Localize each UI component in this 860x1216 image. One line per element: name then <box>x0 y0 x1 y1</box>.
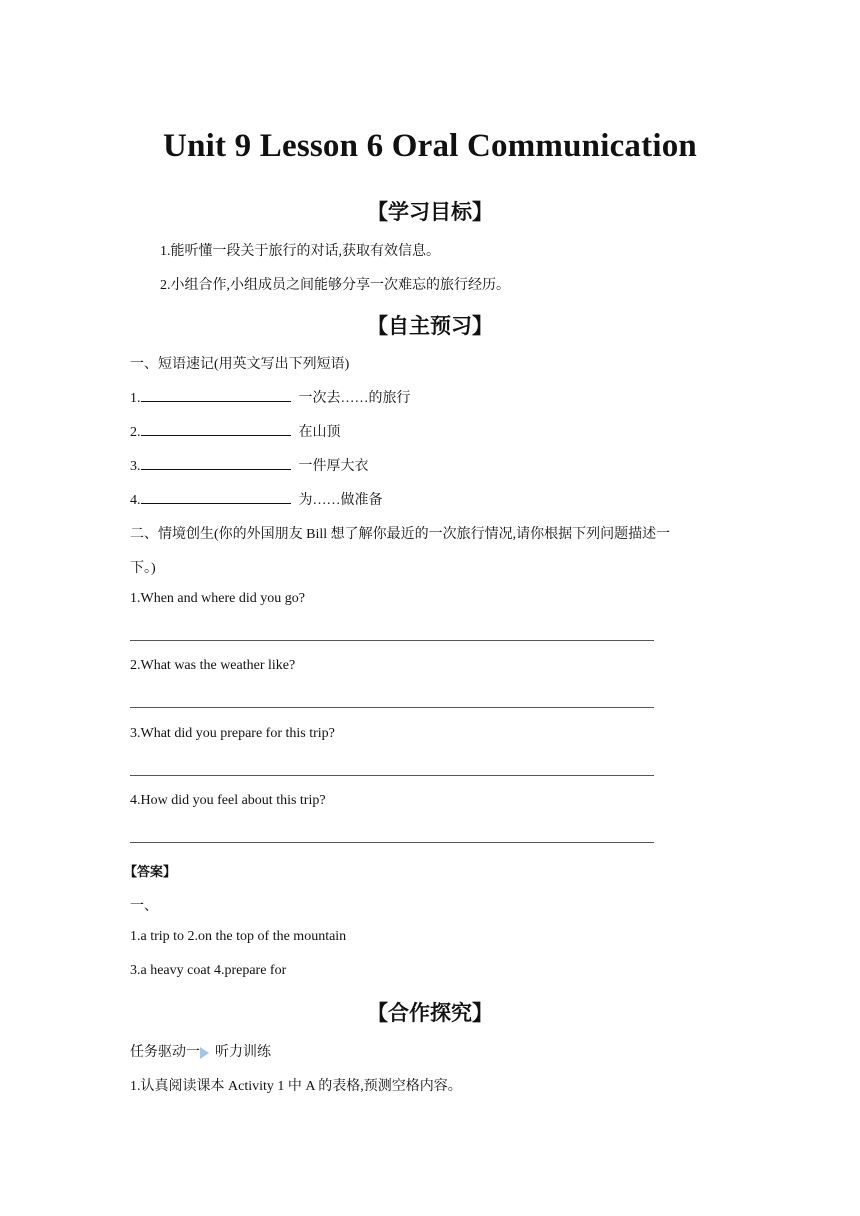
task-name: 听力训练 <box>215 1045 271 1060</box>
answer-label: 【答案】 <box>124 865 177 880</box>
task-line <box>130 1041 271 1061</box>
phrase-number: 3. <box>130 459 141 474</box>
document-title: Unit 9 Lesson 6 Oral Communication <box>163 128 697 164</box>
part1-heading: 一、短语速记(用英文写出下列短语) <box>130 357 350 372</box>
part2-heading-cont: 下。) <box>130 561 156 576</box>
phrase-item-3 <box>130 455 369 475</box>
part2-heading: 二、情境创生(你的外国朋友 Bill 想了解你最近的一次旅行情况,请你根据下列问题描述一 <box>130 527 671 542</box>
phrase-item-4 <box>130 489 383 509</box>
phrase-chinese: 一件厚大衣 <box>298 459 369 474</box>
answer-line-2: 3.a heavy coat 4.prepare for <box>130 963 287 978</box>
phrase-number: 1. <box>130 391 141 406</box>
answer-part: 一、 <box>130 899 158 914</box>
task-step-1: 1.认真阅读课本 Activity 1 中 A 的表格,预测空格内容。 <box>130 1079 462 1094</box>
phrase-item-1 <box>130 387 411 407</box>
phrase-item-2 <box>130 421 341 441</box>
section-heading-objectives: 【学习目标】 <box>367 200 493 224</box>
question-4: 4.How did you feel about this trip? <box>130 793 326 808</box>
answer-blank[interactable] <box>141 389 291 402</box>
task-lead: 任务驱动一 <box>130 1045 200 1060</box>
answer-line-1: 1.a trip to 2.on the top of the mountain <box>130 929 347 944</box>
question-2: 2.What was the weather like? <box>130 658 296 673</box>
phrase-number: 4. <box>130 493 141 508</box>
arrow-right-icon <box>200 1047 209 1059</box>
objective-1: 1.能听懂一段关于旅行的对话,获取有效信息。 <box>160 244 440 259</box>
answer-blank[interactable] <box>141 423 291 436</box>
answer-line[interactable] <box>130 640 654 641</box>
phrase-chinese: 为……做准备 <box>298 493 383 508</box>
question-3: 3.What did you prepare for this trip? <box>130 726 335 741</box>
phrase-chinese: 在山顶 <box>298 425 341 440</box>
answer-blank[interactable] <box>141 491 291 504</box>
answer-line[interactable] <box>130 775 654 776</box>
section-heading-preview: 【自主预习】 <box>367 314 493 338</box>
answer-blank[interactable] <box>141 457 291 470</box>
answer-line[interactable] <box>130 842 654 843</box>
objective-2: 2.小组合作,小组成员之间能够分享一次难忘的旅行经历。 <box>160 278 510 293</box>
phrase-number: 2. <box>130 425 141 440</box>
phrase-chinese: 一次去……的旅行 <box>298 391 411 406</box>
question-1: 1.When and where did you go? <box>130 591 305 606</box>
answer-line[interactable] <box>130 707 654 708</box>
section-heading-cooperate: 【合作探究】 <box>367 1001 493 1025</box>
